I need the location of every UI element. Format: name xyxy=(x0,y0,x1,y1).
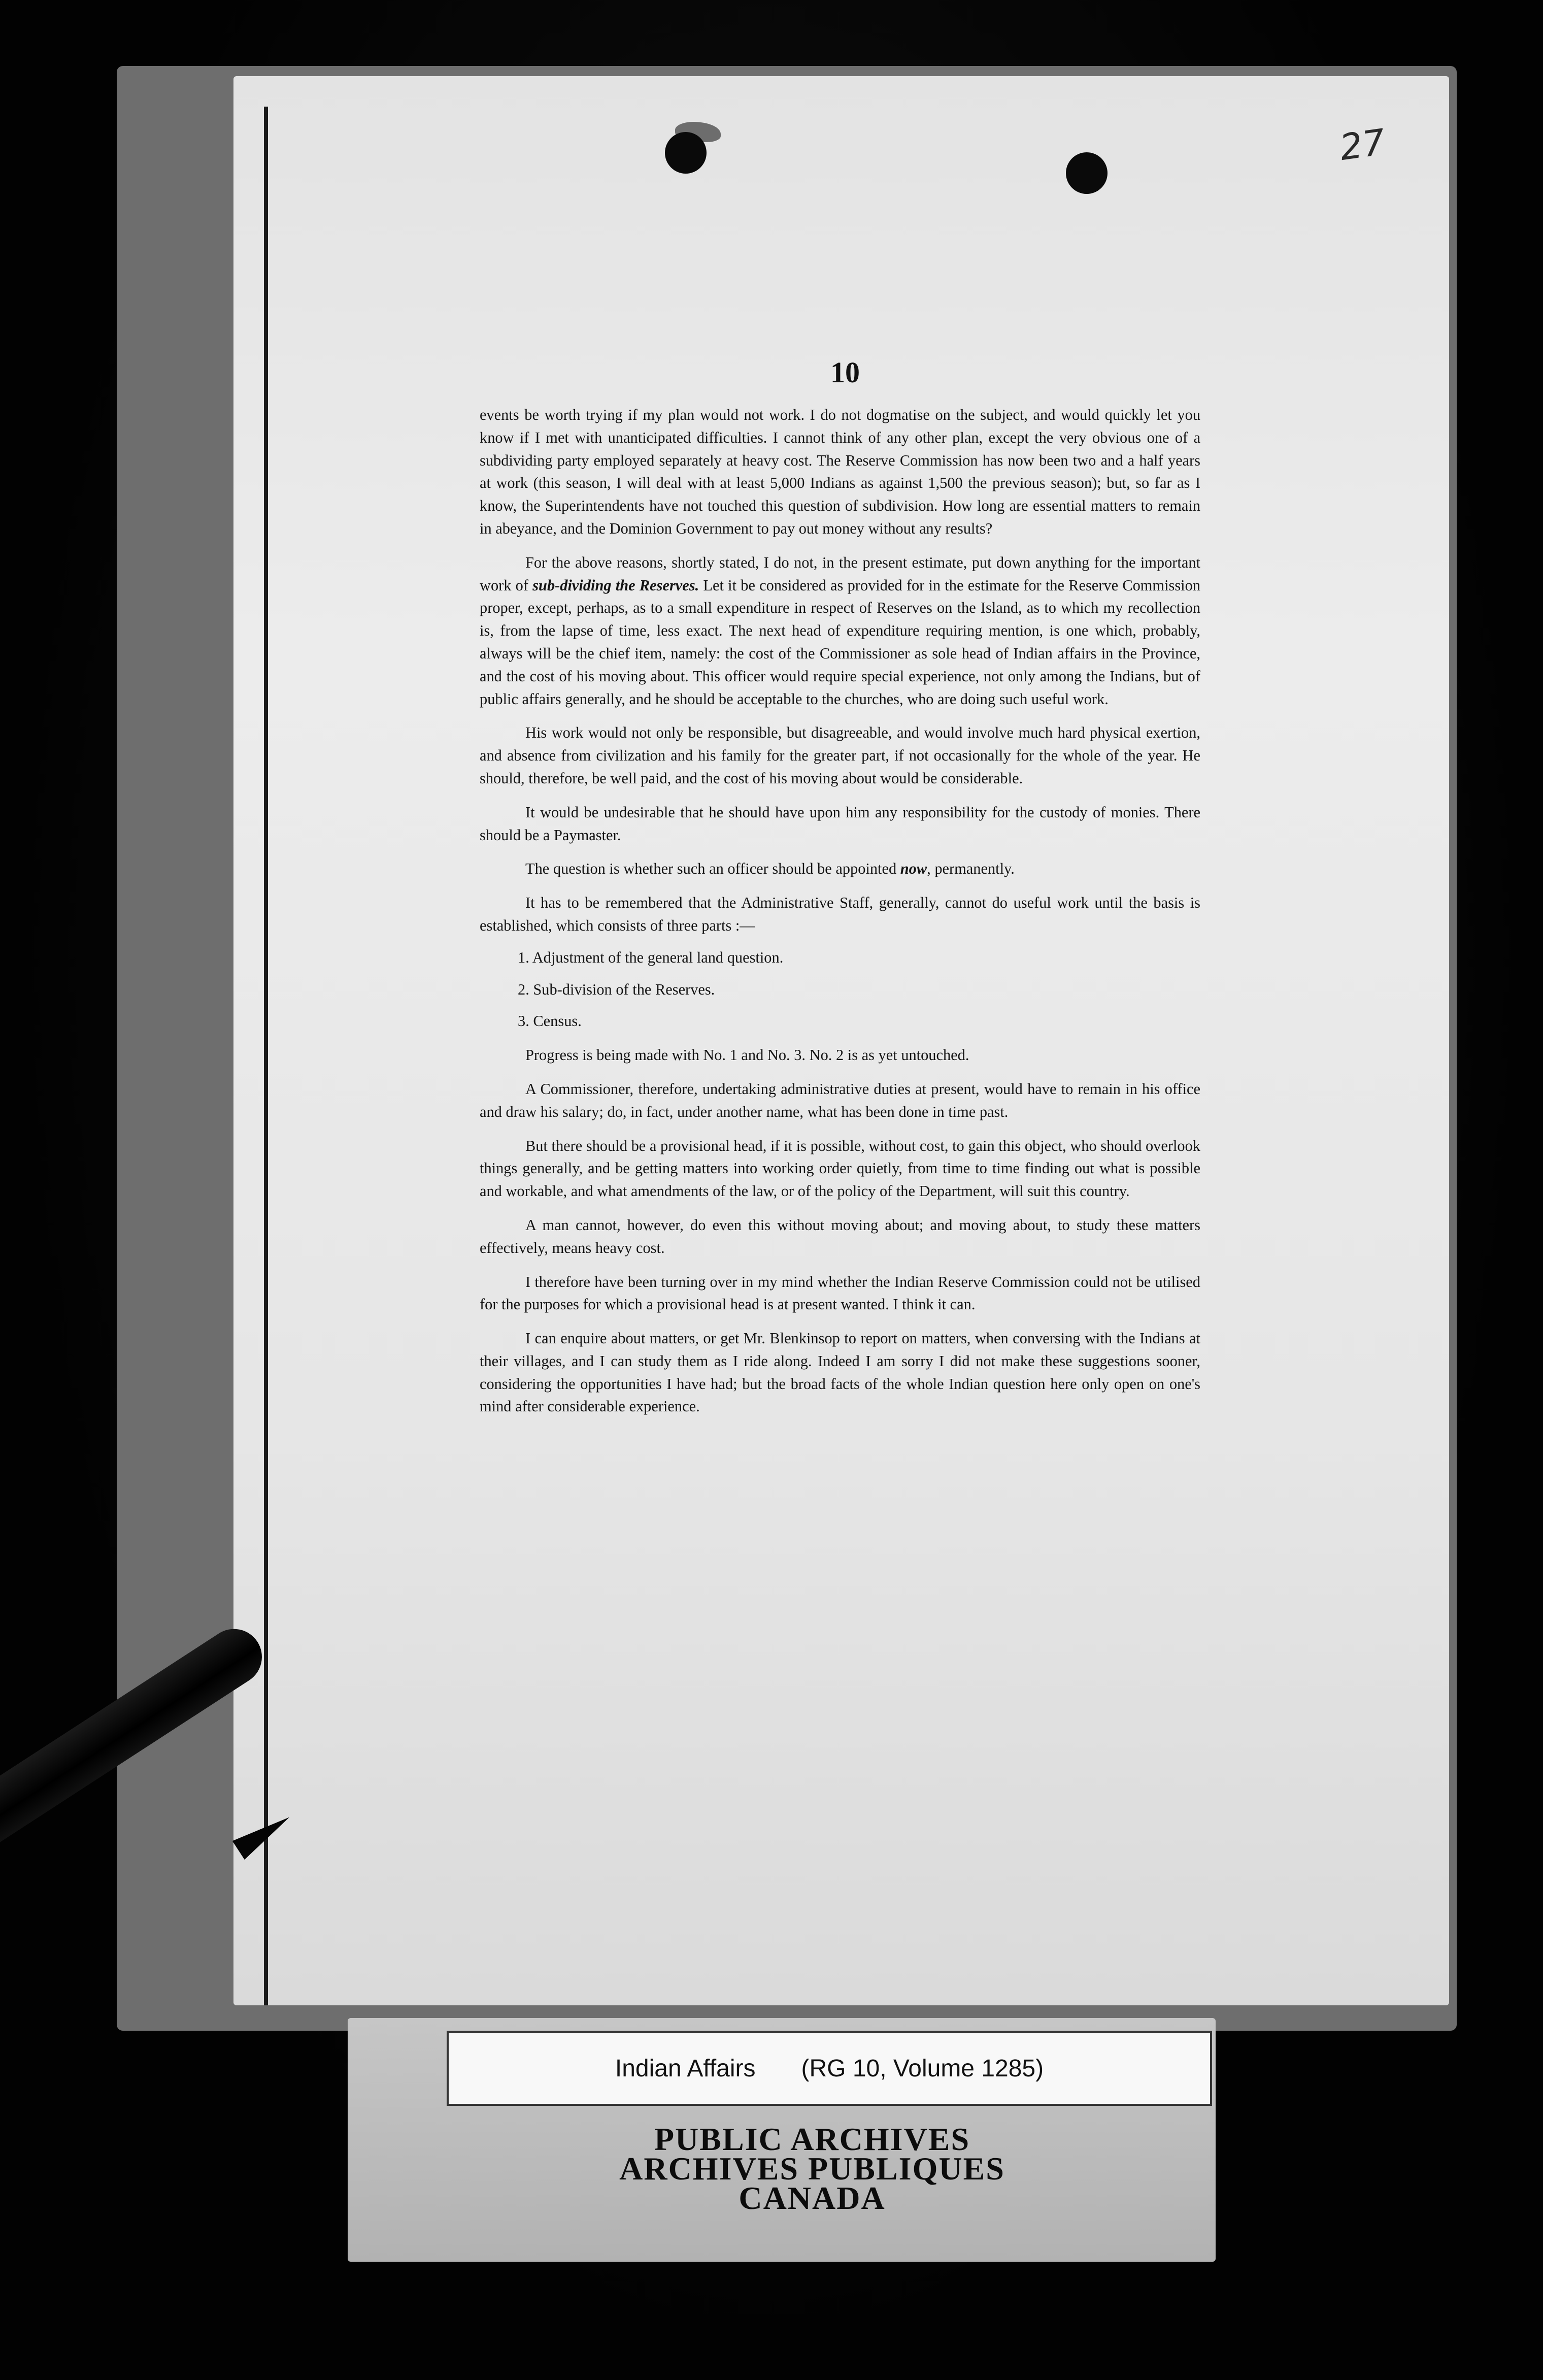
paragraph: A Commissioner, therefore, undertaking administrative duties at present, would have to remain in his office and draw his salary; do, in fact, under another name, what has been done in time past. xyxy=(480,1080,1200,1120)
stamp-line: PUBLIC ARCHIVES xyxy=(654,2121,970,2157)
collection-name: Indian Affairs xyxy=(615,2055,756,2082)
punch-hole-right xyxy=(1066,152,1108,194)
page-number: 10 xyxy=(830,356,860,389)
binding-edge xyxy=(264,107,268,2005)
archive-reference-label xyxy=(447,2031,1212,2106)
paragraph: His work would not only be responsible, but disagreeable, and would involve much hard physical exertion, and absence from civilization and his family for the greater part, if not occasionally for the whole of the year. He should, therefore, be well paid, and the cost of his moving about would be considerable. xyxy=(480,724,1200,787)
emphasis-text: now xyxy=(900,860,927,878)
list-item: 1. Adjustment of the general land question. xyxy=(518,948,784,966)
stamp-line: ARCHIVES PUBLIQUES xyxy=(619,2151,1005,2187)
paragraph: The question is whether such an officer should be appointed now, permanently. xyxy=(525,860,1015,878)
paragraph: For the above reasons, shortly stated, I do not, in the present estimate, put down anything for the important work of sub-dividing the Reserves. Let it be considered as provided for in the estimate for the Reserve Commission proper, except, perhaps, as to a small expenditure in respect of Reserves on the Island, as to which my recollection is, from the lapse of time, less exact. The next head of expenditure requiring mention, is one which, probably, always will be the chief item, namely: the cost of the Commissioner as sole head of Indian affairs in the Province, and the cost of his moving about. This officer would require special experience, not only among the Indians, but of public affairs generally, and he should be acceptable to the churches, who are doing such useful work. xyxy=(480,553,1200,708)
volume-reference: (RG 10, Volume 1285) xyxy=(801,2055,1044,2082)
body-text xyxy=(480,404,1200,1418)
list-item: 3. Census. xyxy=(518,1012,582,1030)
paragraph: A man cannot, however, do even this without moving about; and moving about, to study these matters effectively, means heavy cost. xyxy=(480,1216,1200,1257)
paragraph: But there should be a provisional head, if it is possible, without cost, to gain this object, who should overlook things generally, and be getting matters into working order quietly, from time to time finding out what is possible and workable, and what amendments of the law, or of the policy of the Department, will suit this country. xyxy=(480,1137,1200,1200)
paragraph: It would be undesirable that he should have upon him any responsibility for the custody of monies. There should be a Paymaster. xyxy=(480,803,1200,844)
punch-hole-left xyxy=(665,132,707,174)
emphasis-text: sub-dividing the Reserves. xyxy=(532,576,699,594)
paragraph: Progress is being made with No. 1 and No. 3. No. 2 is as yet untouched. xyxy=(525,1046,969,1064)
paragraph: I therefore have been turning over in my mind whether the Indian Reserve Commission could not be utilised for the purposes for which a provisional head is at present wanted. I think it can. xyxy=(480,1273,1200,1313)
archive-stamp xyxy=(558,2121,1066,2216)
paragraph: It has to be remembered that the Administrative Staff, generally, cannot do useful work until the basis is established, which consists of three parts :— xyxy=(480,894,1200,934)
handwritten-folio-number: 27 xyxy=(1337,121,1388,169)
stamp-line: CANADA xyxy=(739,2180,886,2216)
list-item: 2. Sub-division of the Reserves. xyxy=(518,980,715,998)
paragraph: I can enquire about matters, or get Mr. Blenkinsop to report on matters, when conversing with the Indians at their villages, and I can study them as I ride along. Indeed I am sorry I did not make these suggestions sooner, considering the opportunities I have had; but the broad facts of the whole Indian question here only open on one's mind after considerable experience. xyxy=(480,1330,1200,1415)
paragraph: events be worth trying if my plan would not work. I do not dogmatise on the subject, and would quickly let you know if I met with unanticipated difficulties. I cannot think of any other plan, except the very obvious one of a subdividing party employed separately at heavy cost. The Reserve Commission has now been two and a half years at work (this season, I will deal with at least 5,000 Indians as against 1,500 the previous season); but, so far as I know, the Superintendents have not touched this question of subdivision. How long are essential matters to remain in abeyance, and the Dominion Government to pay out money without any results? xyxy=(480,406,1200,537)
